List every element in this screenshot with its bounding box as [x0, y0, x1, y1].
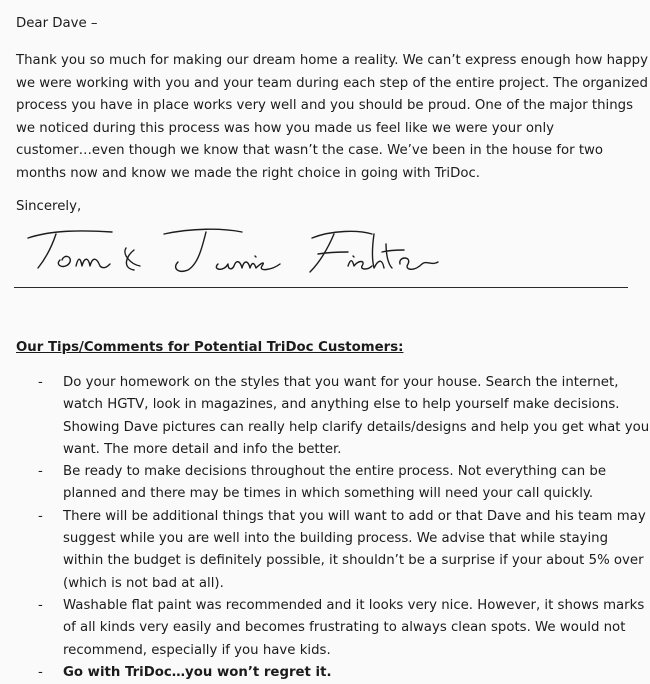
body-line: Thank you so much for making our dream home a reality. We can’t express enough how happy [16, 53, 648, 68]
tip-line: Washable flat paint was recommended and it looks very nice. However, it shows marks [63, 597, 645, 613]
tip-line: within the budget is definitely possible, it shouldn’t be a surprise if your about 5% over [63, 553, 644, 569]
closing: Sincerely, [16, 199, 82, 214]
tip-line: watch HGTV, look in magazines, and anything else to help yourself make decisions. [63, 397, 620, 413]
tips-list [38, 372, 650, 684]
body-line: customer…even though we know that wasn’t the case. We’ve been in the house for two [16, 143, 604, 158]
bullet-dash: - [38, 375, 43, 390]
tip-line: want. The more detail and info the better. [63, 441, 342, 457]
bullet-dash: - [38, 664, 43, 680]
tip-line: planned and there may be times in which something will need your call quickly. [63, 486, 594, 502]
bullet-dash: - [38, 508, 43, 524]
tip-line: Be ready to make decisions throughout the entire process. Not everything can be [63, 464, 607, 480]
tip-item [38, 506, 646, 595]
bullet-dash: - [38, 464, 43, 480]
tip-line: (which is not bad at all). [63, 575, 224, 591]
tip-item [38, 372, 650, 461]
tip-item [38, 461, 638, 506]
bullet-dash: - [38, 597, 43, 613]
tip-line: Go with TriDoc…you won’t regret it. [63, 664, 332, 680]
tip-line: suggest while you are well into the building process. We advise that while staying [63, 531, 609, 547]
body-line: process you have in place works very well and you should be proud. One of the major things [16, 98, 634, 113]
tip-item [38, 595, 645, 662]
tip-line: Showing Dave pictures can really help clarify details/designs and help you get what you [63, 419, 650, 435]
body-line: we were working with you and your team during each step of the entire project. The organized [16, 75, 648, 91]
signature [22, 220, 442, 280]
tip-line: recommend, especially if you have kids. [63, 642, 331, 658]
greeting: Dear Dave – [16, 16, 98, 31]
body-line: we noticed during this process was how you made us feel like we were your only [16, 120, 555, 136]
tips-title: Our Tips/Comments for Potential TriDoc Customers: [16, 340, 404, 355]
letter-body [16, 50, 648, 185]
tip-line: Do your homework on the styles that you want for your house. Search the internet, [63, 375, 619, 390]
tip-line: of all kinds very easily and becomes frustrating to always clean spots. We would not [63, 620, 626, 636]
tip-line: There will be additional things that you will want to add or that Dave and his team may [63, 508, 646, 524]
body-line: months now and know we made the right choice in going with TriDoc. [16, 165, 481, 181]
divider-line [14, 287, 628, 288]
